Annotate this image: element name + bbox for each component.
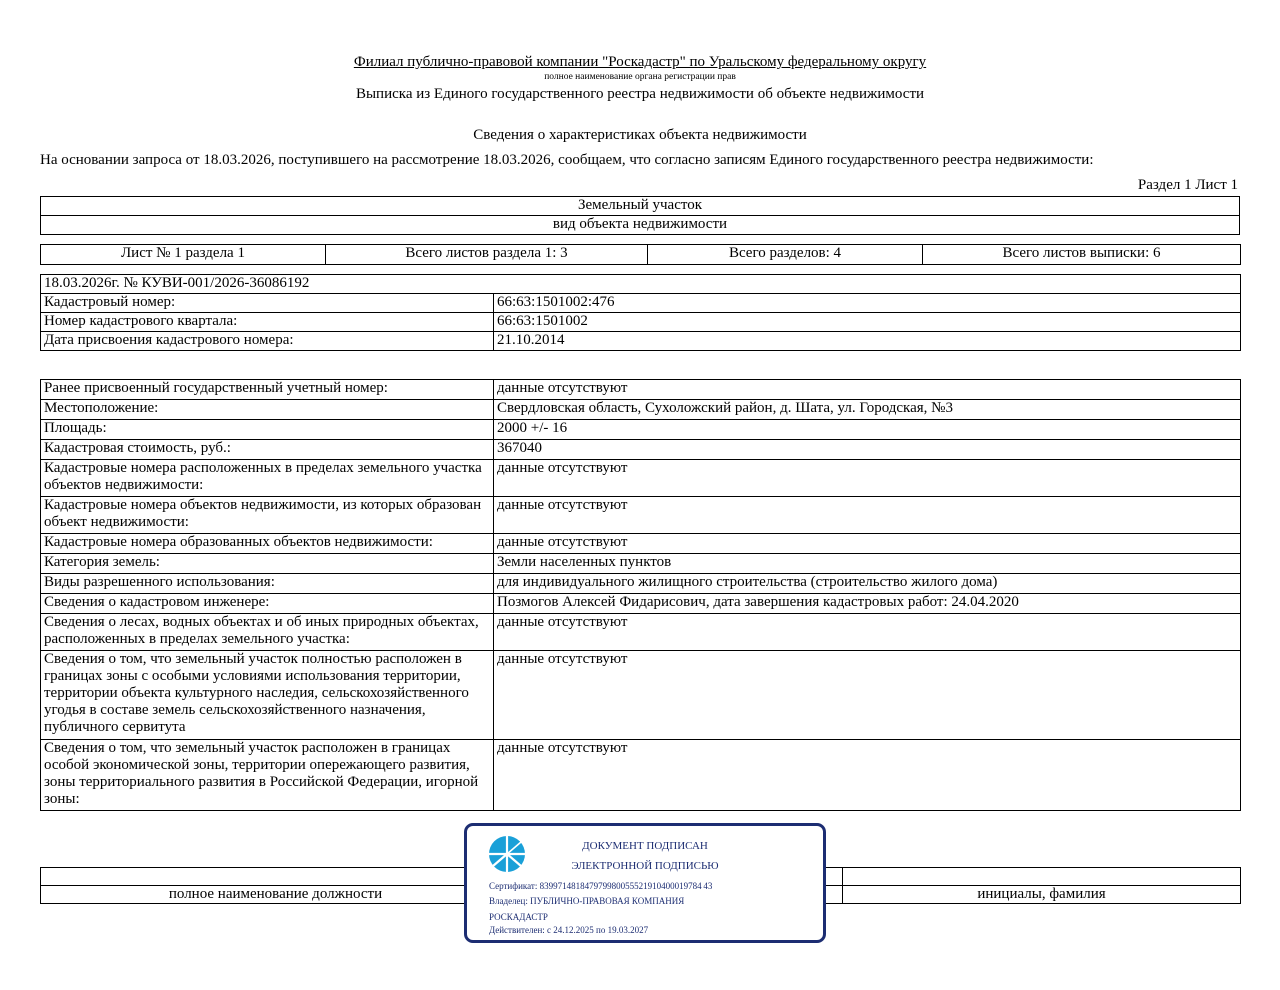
table-row	[41, 594, 1241, 614]
row-label: Кадастровые номера расположенных в пределах земельного участка объектов недвижимости:	[41, 460, 494, 497]
row-value: Позмогов Алексей Фидарисович, дата завершения кадастровых работ: 24.04.2020	[494, 594, 1241, 614]
row-value: 2000 +/- 16	[494, 420, 1241, 440]
row-label: Ранее присвоенный государственный учетный номер:	[41, 380, 494, 400]
row-label: Дата присвоения кадастрового номера:	[41, 332, 494, 351]
table-row	[41, 574, 1241, 594]
sheets-in-section: Всего листов раздела 1: 3	[326, 245, 648, 265]
row-value: данные отсутствуют	[494, 534, 1241, 554]
table-row	[41, 554, 1241, 574]
row-label: Сведения о кадастровом инженере:	[41, 594, 494, 614]
row-label: Кадастровая стоимость, руб.:	[41, 440, 494, 460]
organization-caption: полное наименование органа регистрации прав	[544, 72, 736, 82]
row-label: Местоположение:	[41, 400, 494, 420]
row-value: 66:63:1501002	[494, 313, 1241, 332]
section-heading: Сведения о характеристиках объекта недвижимости	[473, 127, 807, 143]
document-title: Выписка из Единого государственного реестра недвижимости об объекте недвижимости	[355, 86, 925, 102]
stamp-owner-name: РОСКАДАСТР	[489, 912, 548, 922]
intro-text: На основании запроса от 18.03.2026, поступившего на рассмотрение 18.03.2026, сообщаем, что согласно записям Единого государственного реестра недвижимости:	[40, 152, 1094, 168]
row-label: Сведения о том, что земельный участок полностью расположен в границах зоны с особыми условиями использования территории, территории объекта культурного наследия, сельскохозяйственного угодья в составе земель сельскохозяйственного назначения, публичного сервитута	[41, 651, 494, 740]
request-number: 18.03.2026г. № КУВИ-001/2026-36086192	[41, 275, 1241, 294]
row-value: данные отсутствуют	[494, 460, 1241, 497]
stamp-certificate: Сертификат: 839971481847979980055521910400019784 43	[489, 881, 713, 891]
position-field	[41, 868, 511, 886]
row-value: Свердловская область, Сухоложский район, д. Шата, ул. Городская, №3	[494, 400, 1241, 420]
row-value: данные отсутствуют	[494, 740, 1241, 811]
table-row	[41, 497, 1241, 534]
stamp-line-1: ДОКУМЕНТ ПОДПИСАН	[582, 840, 708, 852]
table-row	[41, 420, 1241, 440]
row-value: данные отсутствуют	[494, 497, 1241, 534]
stamp-line-2: ЭЛЕКТРОННОЙ ПОДПИСЬЮ	[571, 860, 719, 872]
name-field	[843, 868, 1241, 886]
row-label: Площадь:	[41, 420, 494, 440]
row-value: данные отсутствуют	[494, 614, 1241, 651]
sections-total: Всего разделов: 4	[648, 245, 923, 265]
object-type-caption: вид объекта недвижимости	[41, 216, 1240, 235]
table-row	[41, 651, 1241, 740]
row-value: для индивидуального жилищного строительства (строительство жилого дома)	[494, 574, 1241, 594]
sheet-number: Лист № 1 раздела 1	[41, 245, 326, 265]
row-label: Номер кадастрового квартала:	[41, 313, 494, 332]
table-row	[41, 294, 1241, 313]
table-row	[41, 534, 1241, 554]
row-label: Сведения о лесах, водных объектах и об иных природных объектах, расположенных в пределах земельного участка:	[41, 614, 494, 651]
row-value: 66:63:1501002:476	[494, 294, 1241, 313]
table-row	[41, 400, 1241, 420]
row-value: 21.10.2014	[494, 332, 1241, 351]
row-label: Кадастровый номер:	[41, 294, 494, 313]
table-row	[41, 460, 1241, 497]
section-label: Раздел 1 Лист 1	[1137, 177, 1238, 193]
row-value: данные отсутствуют	[494, 380, 1241, 400]
object-type: Земельный участок	[41, 197, 1240, 216]
row-value: 367040	[494, 440, 1241, 460]
sheets-total: Всего листов выписки: 6	[923, 245, 1241, 265]
organization-name: Филиал публично-правовой компании "Роскадастр" по Уральскому федеральному округу	[353, 54, 927, 70]
stamp-owner: Владелец: ПУБЛИЧНО-ПРАВОВАЯ КОМПАНИЯ	[489, 896, 685, 906]
stamp-validity: Действителен: с 24.12.2025 по 19.03.2027	[489, 925, 649, 935]
electronic-signature-stamp	[464, 823, 826, 943]
table-row	[41, 332, 1241, 351]
row-label: Категория земель:	[41, 554, 494, 574]
row-label: Кадастровые номера образованных объектов недвижимости:	[41, 534, 494, 554]
row-label: Кадастровые номера объектов недвижимости, из которых образован объект недвижимости:	[41, 497, 494, 534]
row-value: данные отсутствуют	[494, 651, 1241, 740]
table-row	[41, 313, 1241, 332]
characteristics-table	[40, 379, 1241, 811]
request-table	[40, 274, 1241, 351]
name-caption: инициалы, фамилия	[843, 886, 1241, 904]
row-value: Земли населенных пунктов	[494, 554, 1241, 574]
table-row	[41, 740, 1241, 811]
position-caption: полное наименование должности	[41, 886, 511, 904]
row-label: Сведения о том, что земельный участок расположен в границах особой экономической зоны, территории опережающего развития, зоны территориального развития в Российской Федерации, игорной зоны:	[41, 740, 494, 811]
table-row	[41, 614, 1241, 651]
row-label: Виды разрешенного использования:	[41, 574, 494, 594]
object-type-table	[40, 196, 1240, 235]
table-row	[41, 440, 1241, 460]
sheets-table	[40, 244, 1241, 265]
table-row	[41, 380, 1241, 400]
